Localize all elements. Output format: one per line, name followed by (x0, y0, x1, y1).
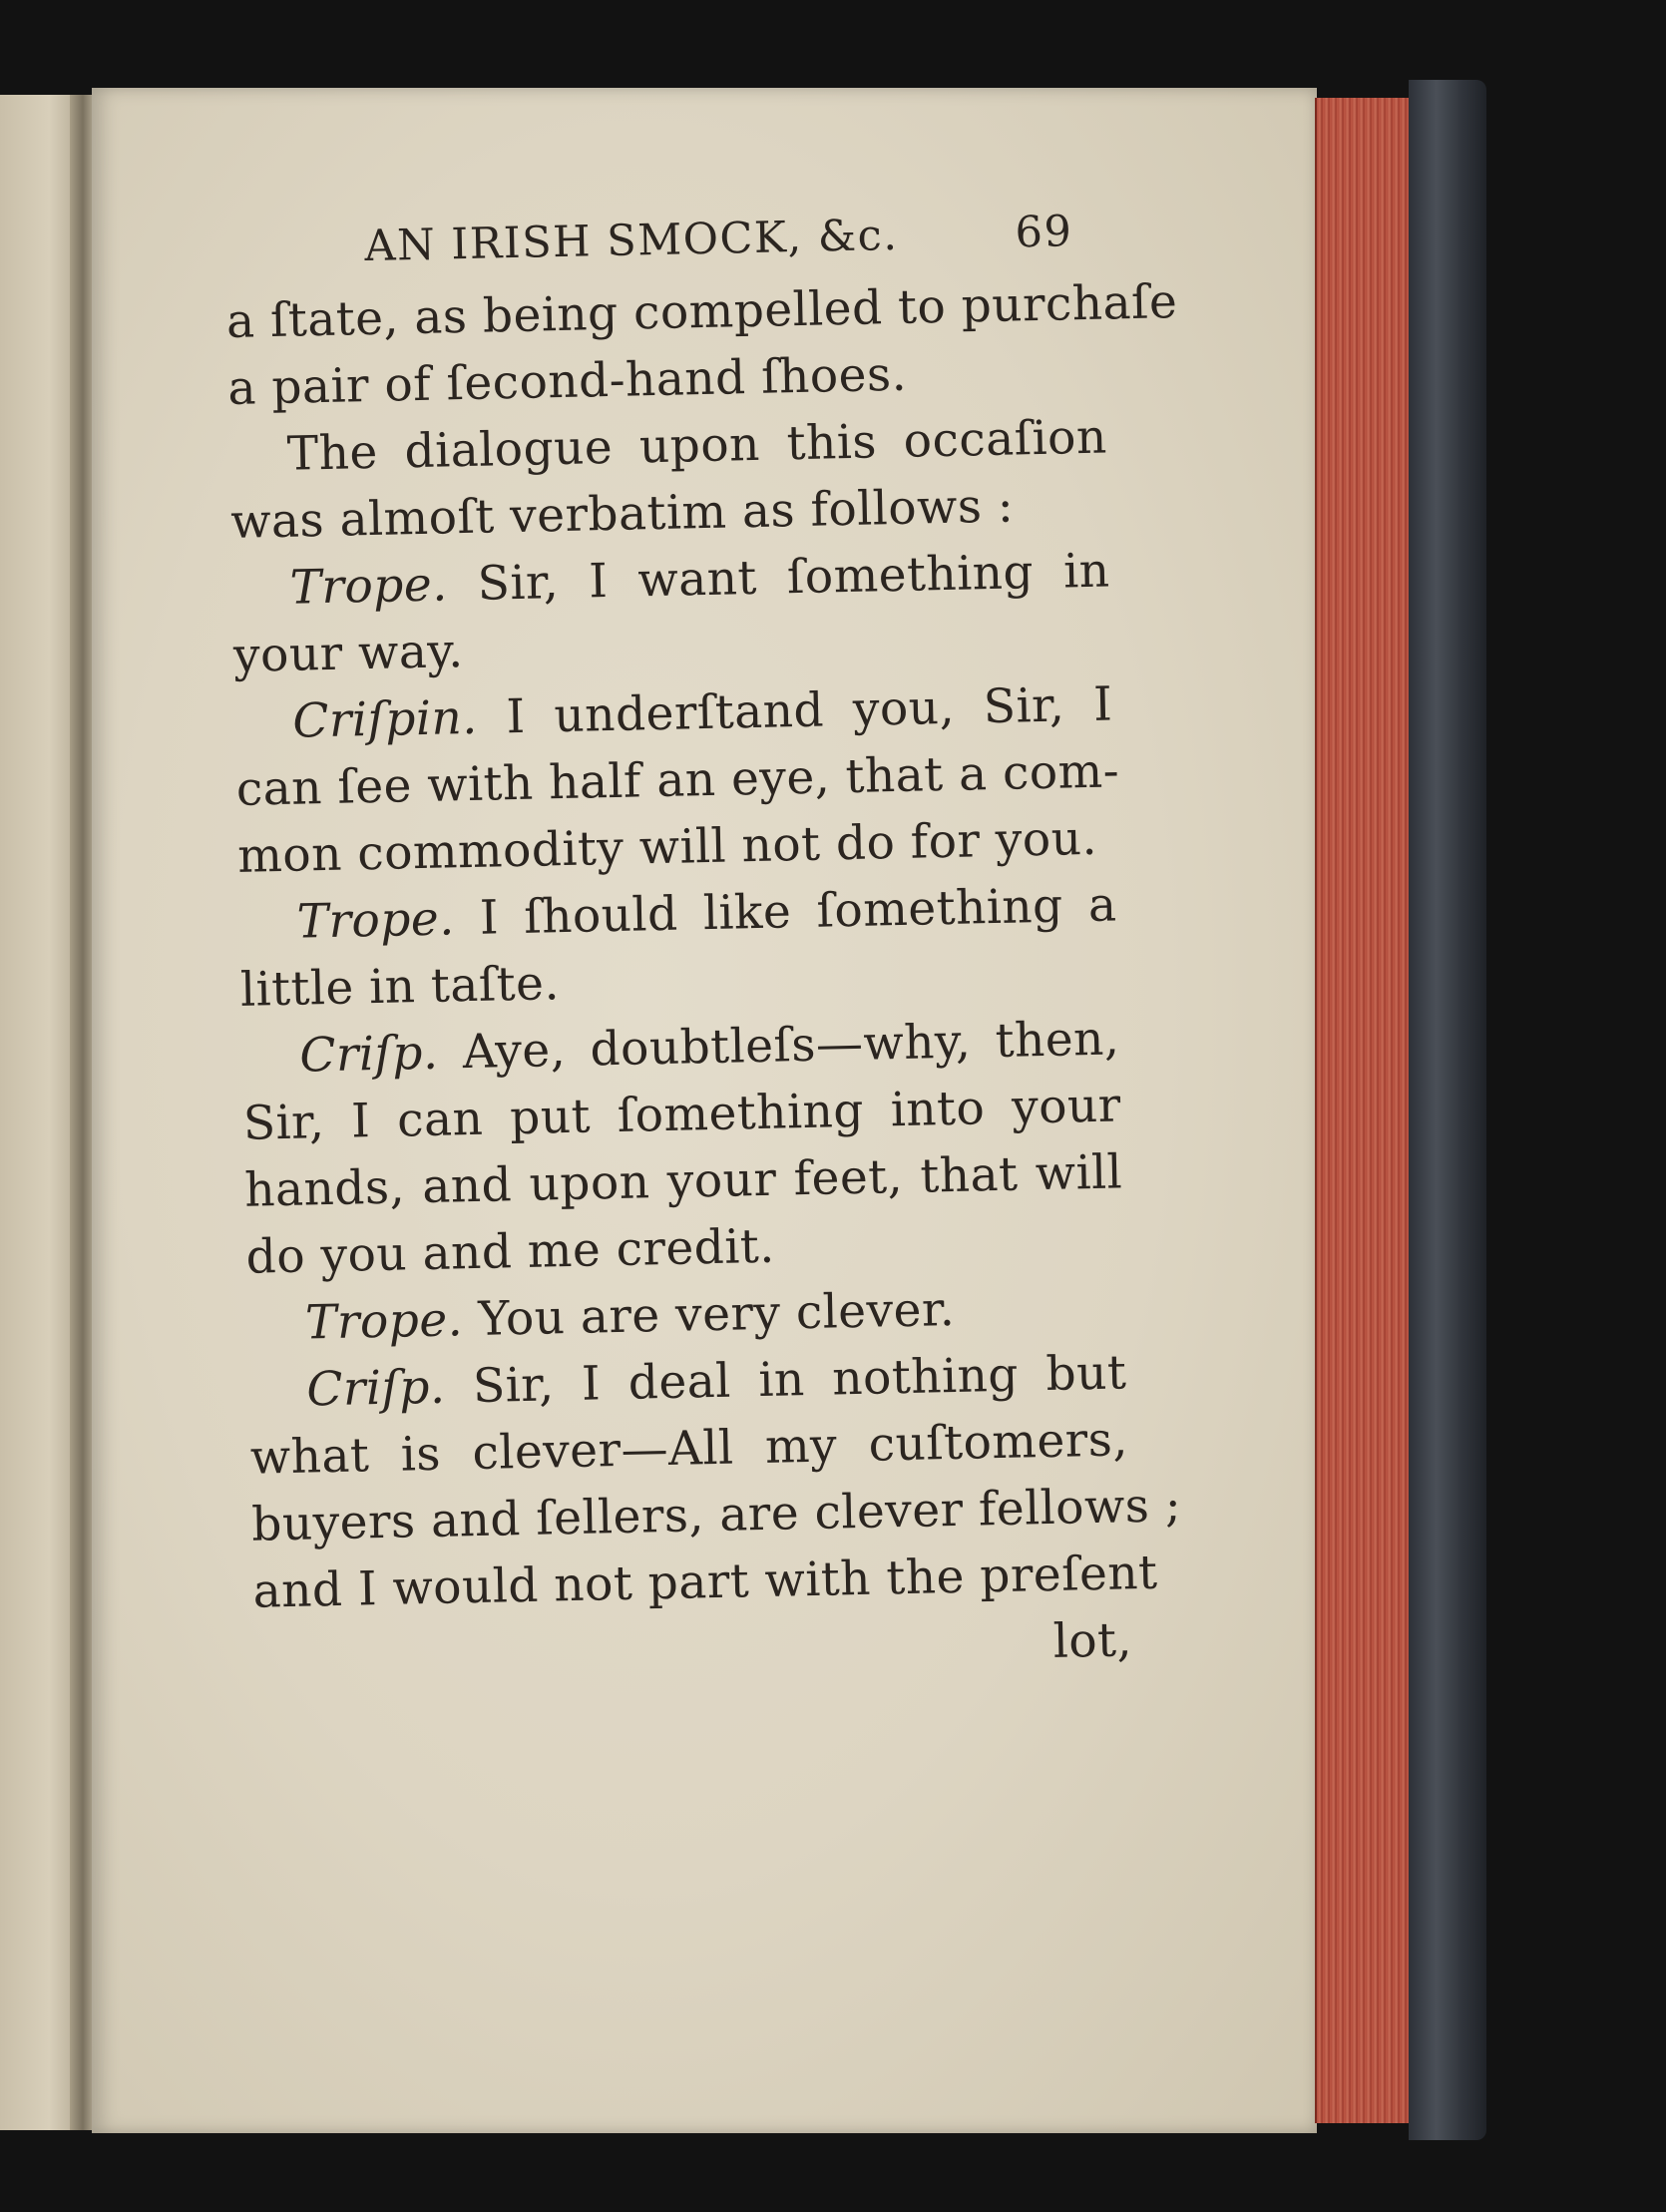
page-text (224, 207, 1182, 1692)
text-line: little in taſte. (239, 956, 561, 1018)
running-title: AN IRISH SMOCK, &c. (363, 210, 899, 272)
text-line: mon commodity will not do for you. (236, 810, 1098, 884)
dialogue-line: Criſp. Aye, doubtleſs—why, then, (298, 1011, 1120, 1084)
book-cover (1409, 80, 1486, 2140)
text-line: hands, and upon your feet, that will (243, 1144, 1123, 1218)
dialogue-line: Trope. Sir, I want ſomething in (289, 543, 1111, 616)
dialogue-line: Trope. You are very clever. (304, 1281, 956, 1351)
text-line: buyers and ſellers, are clever fellows ; (250, 1478, 1182, 1552)
speaker-name: Trope. (289, 557, 449, 616)
red-page-edges (1315, 98, 1417, 2123)
text-line: and I would not part with the preſent (252, 1545, 1159, 1619)
text-line: a ſtate, as being compelled to purchaſe (225, 274, 1178, 349)
catchword: lot, (1052, 1612, 1133, 1669)
speaker-name: Trope. (296, 891, 456, 950)
dialogue-line: Criſpin. I underſtand you, Sir, I (291, 676, 1113, 749)
speaker-name: Criſp. (298, 1025, 439, 1084)
dialogue-line: Criſp. Sir, I deal in nothing but (305, 1345, 1127, 1418)
speaker-name: Trope. (304, 1292, 464, 1351)
text-line: The dialogue upon this occaſion (286, 409, 1108, 482)
speaker-name: Criſp. (305, 1359, 446, 1418)
text-line: what is clever—All my cuſtomers, (249, 1412, 1129, 1486)
text-line: can ſee with half an eye, that a com- (235, 743, 1120, 817)
speaker-name: Criſpin. (291, 689, 479, 749)
text-line: was almoſt verbatim as follows : (229, 478, 1015, 550)
text-line: your way. (232, 624, 465, 683)
dialogue-line: Trope. I ſhould like ſomething a (296, 877, 1118, 950)
text-line: Sir, I can put ſomething into your (242, 1078, 1122, 1151)
text-line: do you and me credit. (245, 1218, 776, 1285)
text-line: a pair of ſecond-hand ſhoes. (226, 346, 908, 416)
page-number: 69 (1015, 207, 1073, 258)
